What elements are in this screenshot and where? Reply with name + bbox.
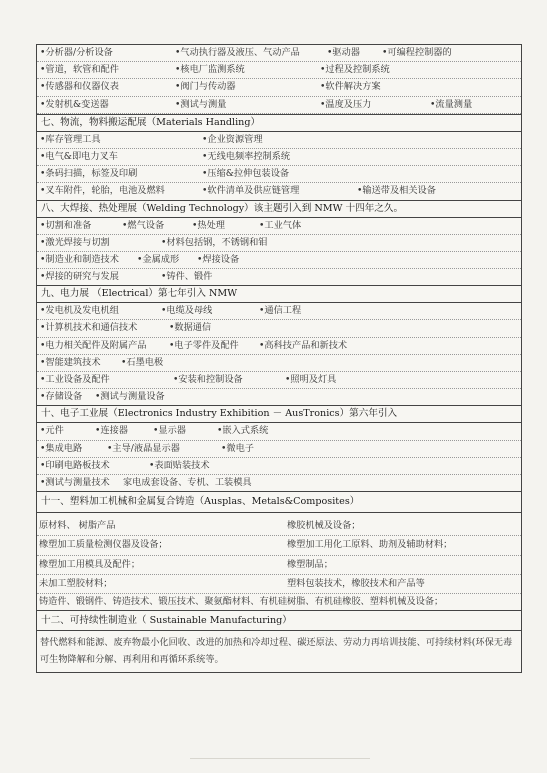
table-row <box>37 355 521 372</box>
table-row <box>37 45 521 62</box>
section-title-logistics: 七、物流，物料搬运配展（Materials Handling） <box>37 114 521 132</box>
list-item: •嵌入式系统 <box>217 425 269 437</box>
section-title-electronics: 十、电子工业展（Electronics Industry Exhibition － AusTronics）第六年引入 <box>37 405 521 423</box>
table-row <box>37 269 521 285</box>
list-item: •热处理 <box>192 219 225 231</box>
plastics-full-row: 铸造件、锻钢件、铸造技术、锻压技术、聚氨酯材料、有机硅树脂、有机硅橡胶、塑料机械及设备； <box>39 595 444 607</box>
section-title-electrical: 九、电力展 （Electrical）第七年引入 NMW <box>37 285 521 303</box>
list-item: •流量测量 <box>430 98 473 110</box>
list-item: •软件清单及供应链管理 <box>202 185 300 197</box>
list-item: •显示器 <box>153 425 186 437</box>
list-item: •气动执行器及液压、气动产品 <box>175 47 300 58</box>
list-item: •核电厂监测系统 <box>175 64 245 76</box>
list-item: •压缩&拉伸包装设备 <box>202 168 290 180</box>
table-row <box>37 441 521 458</box>
table-row <box>37 556 521 575</box>
table-row <box>37 218 521 235</box>
list-item: •金属成形 <box>137 253 180 265</box>
list-item: •企业资源管理 <box>202 133 263 145</box>
section-title-sustainable: 十二、可持续性制造业（ Sustainable Manufacturing） <box>37 610 521 631</box>
table-row <box>37 79 521 96</box>
table-row <box>37 235 521 252</box>
top-block <box>37 45 521 114</box>
table-row <box>37 97 521 114</box>
list-item: •驱动器 <box>327 47 360 58</box>
list-item: •软件解决方案 <box>320 81 381 93</box>
list-item: 塑料包装技术，橡胶技术和产品等 <box>287 577 425 589</box>
list-item: •燃气设备 <box>122 219 165 231</box>
list-item: •测试与测量技术 <box>40 476 110 488</box>
list-item: •材料包括钢，不锈钢和钼 <box>161 236 268 248</box>
table-row <box>37 475 521 491</box>
list-item: •数据通信 <box>169 322 212 334</box>
list-item: •电气&即电力叉车 <box>40 150 118 162</box>
table-row <box>37 62 521 79</box>
list-item: •表面贴装技术 <box>149 459 210 471</box>
table-row <box>37 458 521 475</box>
list-item: •激光焊接与切割 <box>40 236 110 248</box>
list-item: •连接器 <box>95 425 128 437</box>
table-row <box>37 536 521 555</box>
list-item: •过程及控制系统 <box>320 64 390 76</box>
list-item: •分析器/分析设备 <box>40 47 113 58</box>
list-item: 橡塑加工质量检测仪器及设备； <box>39 539 168 551</box>
list-item: •高科技产品和新技术 <box>259 339 348 351</box>
list-item: •印刷电路板技术 <box>40 459 110 471</box>
list-item: •电力相关配件及附属产品 <box>40 339 147 351</box>
list-item: •输送带及相关设备 <box>357 185 436 197</box>
list-item: •智能建筑技术 <box>40 356 101 368</box>
list-item: •可编程控制器的 <box>382 47 452 58</box>
table-row <box>37 166 521 183</box>
list-item: •发电机及发电机组 <box>40 305 119 317</box>
list-item: •管道，软管和配件 <box>40 64 119 76</box>
list-item: •微电子 <box>221 442 254 454</box>
list-item: •石墨电极 <box>121 356 164 368</box>
table-row <box>37 423 521 440</box>
list-item: •铸件、锻件 <box>161 271 213 283</box>
list-item: 未加工塑胶材料； <box>39 577 113 589</box>
list-item: •焊接设备 <box>197 253 240 265</box>
table-row <box>37 183 521 199</box>
list-item: •条码扫描，标签及印刷 <box>40 168 138 180</box>
list-item: •电缆及母线 <box>161 305 213 317</box>
table-row <box>37 303 521 320</box>
list-item: 橡塑制品； <box>287 558 333 570</box>
section-title-welding: 八、大焊接、热处理展（Welding Technology）该主题引入到 NMW 十四年之久。 <box>37 200 521 218</box>
list-item: •集成电路 <box>40 442 83 454</box>
list-item: •测试与测量 <box>175 98 227 110</box>
list-item: •阀门与传动器 <box>175 81 236 93</box>
sustainable-description: 替代燃料和能源、废弃物最小化回收、改进的加热和冷却过程、碳还原法、劳动力再培训技能、可持续材料(环保无毒可生物降解和分解、再利用和再循环系统等。 <box>40 637 513 666</box>
list-item: 家电成套设备、专机、工装模具 <box>123 476 252 488</box>
list-item: •计算机技术和通信技术 <box>40 322 138 334</box>
table-row <box>37 372 521 389</box>
table-row <box>37 149 521 166</box>
list-item: •发射机&变送器 <box>40 98 109 110</box>
table-row <box>37 389 521 405</box>
table-row <box>37 320 521 337</box>
list-item: •制造业和制造技术 <box>40 253 119 265</box>
table-row <box>37 252 521 269</box>
list-item: •照明及灯具 <box>285 374 337 385</box>
bleed-through-line <box>190 758 370 765</box>
list-item: •传感器和仪器仪表 <box>40 81 119 93</box>
list-item: •温度及压力 <box>320 98 372 110</box>
list-item: 橡胶机械及设备； <box>287 520 361 532</box>
list-item: •焊接的研究与发展 <box>40 271 119 283</box>
section-title-plastics: 十一、塑料加工机械和金属复合铸造（Ausplas、Metals&Composites） <box>37 491 521 513</box>
list-item: •存储设备 <box>40 391 83 403</box>
exhibit-category-table <box>36 44 522 673</box>
list-item: •工业气体 <box>259 219 302 231</box>
list-item: 橡塑加工用模具及配件； <box>39 558 141 570</box>
list-item: •叉车附件，轮胎，电池及燃料 <box>40 185 165 197</box>
table-row <box>37 132 521 149</box>
list-item: •通信工程 <box>259 305 302 317</box>
list-item: •切割和准备 <box>40 219 92 231</box>
list-item: •主导/液晶显示器 <box>107 442 180 454</box>
list-item: •电子零件及配件 <box>169 339 239 351</box>
table-row <box>37 517 521 536</box>
list-item: 原材料、 树脂产品 <box>39 520 116 532</box>
list-item: •安装和控制设备 <box>173 374 243 385</box>
list-item: •库存管理工具 <box>40 133 101 145</box>
list-item: •工业设备及配件 <box>40 374 110 385</box>
list-item: •无线电频率控制系统 <box>202 150 291 162</box>
list-item: •元件 <box>40 425 64 437</box>
list-item: 橡塑加工用化工原料、助剂及辅助材料； <box>287 539 453 551</box>
table-row <box>37 575 521 594</box>
list-item: •测试与测量设备 <box>95 391 165 403</box>
table-row <box>37 338 521 355</box>
